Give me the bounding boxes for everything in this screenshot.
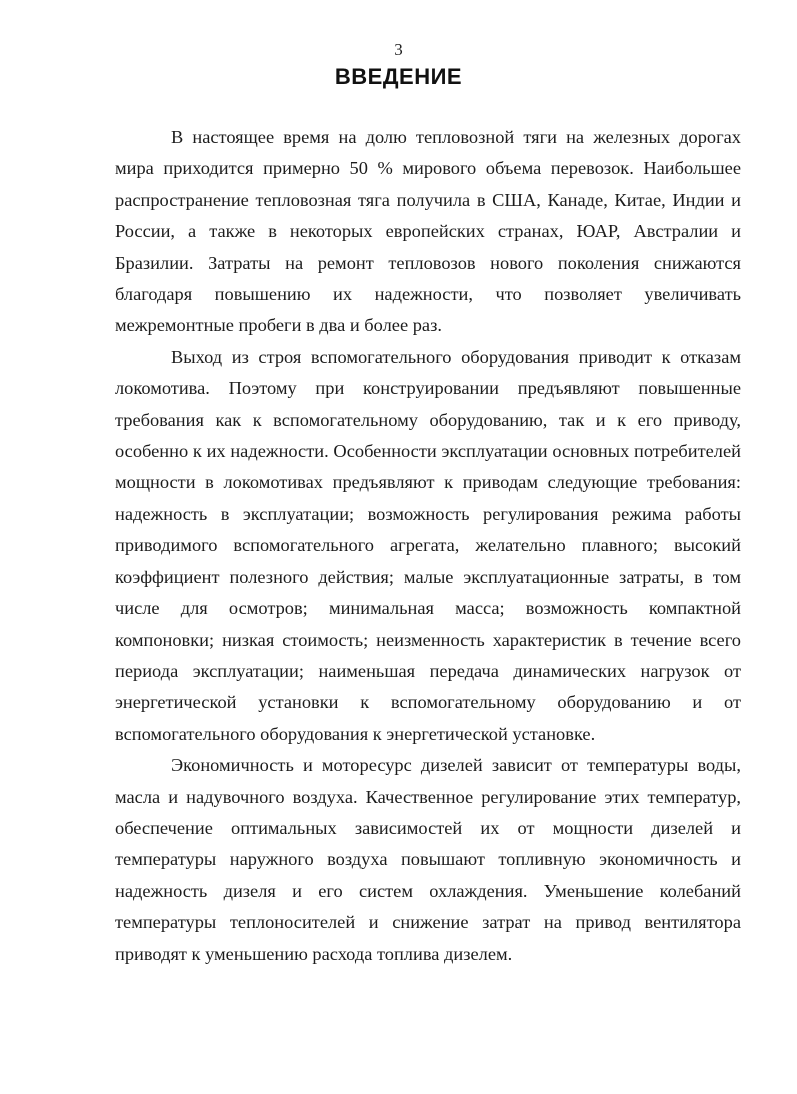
paragraph-1: В настоящее время на долю тепловозной тяги на железных дорогах мира приходится примерно 50 % мирового объема перевозок. Наибольшее распространение тепловозная тяга получила в США, Канаде, Китае, Индии и России, а также в некоторых европейских странах, ЮАР, Австралии и Бразилии. Затраты на ремонт тепловозов нового поколения снижаются благодаря повышению их надежности, что позволяет увеличивать межремонтные пробеги в два и более раз. — [115, 127, 741, 336]
body-text — [115, 122, 741, 970]
page-title: ВВЕДЕНИЕ — [334, 64, 463, 89]
paragraph-2: Выход из строя вспомогательного оборудования приводит к отказам локомотива. Поэтому при конструировании предъявляют повышенные требования как к вспомогательному оборудованию, так и к его приводу, особенно к их надежности. Особенности эксплуатации основных потребителей мощности в локомотивах предъявляют к приводам следующие требования: надежность в эксплуатации; возможность регулирования режима работы приводимого вспомогательного агрегата, желательно плавного; высокий коэффициент полезного действия; малые эксплуатационные затраты, в том числе для осмотров; минимальная масса; возможность компактной компоновки; низкая стоимость; неизменность характеристик в течение всего периода эксплуатации; наименьшая передача динамических нагрузок от энергетической установки к вспомогательному оборудованию и от вспомогательного оборудования к энергетической установке. — [115, 346, 741, 744]
page-number: 3 — [394, 40, 403, 59]
paragraph-3: Экономичность и моторесурс дизелей зависит от температуры воды, масла и надувочного воздуха. Качественное регулирование этих температур, обеспечение оптимальных зависимостей их от мощности дизелей и температуры наружного воздуха повышают топливную экономичность и надежность дизеля и его систем охлаждения. Уменьшение колебаний температуры теплоносителей и снижение затрат на привод вентилятора приводят к уменьшению расхода топлива дизелем. — [115, 755, 741, 964]
